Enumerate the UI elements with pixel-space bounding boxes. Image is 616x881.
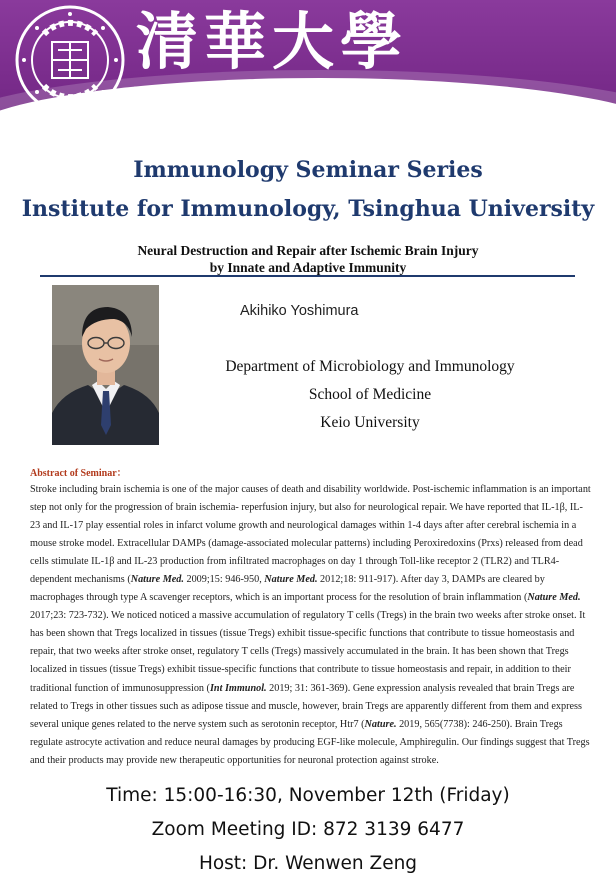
title-divider [40,275,575,277]
affiliation-university: Keio University [320,414,420,431]
header-banner [0,0,616,130]
affiliation-department: Department of Microbiology and Immunology [225,358,515,375]
abstract-text-4: 2017;23: 723-732). We noticed noticed a massive accumulation of regulatory T cells (Tregs) in the brain two weeks after stroke onset. It has been shown that Tregs localized in tissues (tissue Tregs) exhibit tissue-specific functions that contribute to tissue homeostasis and repair, that two weeks after stroke onset, regulatory T cells (Tregs) massively accumulated in the brain. It has been shown that Tregs localized in tissues (tissue Tregs) exhibit tissue-specific functions that contribute to tissue homeostasis and repair, in addition to their traditional function of immunosuppression ( [30,610,586,694]
affiliation-school: School of Medicine [308,386,432,403]
citation-nature-2019: Nature. [364,718,397,730]
event-host: Host: Dr. Wenwen Zeng [198,853,418,874]
speaker-portrait-icon [52,285,159,445]
talk-title [40,242,576,276]
event-time: Time: 15:00-16:30, November 12th (Friday) [106,785,510,806]
abstract-text-2: 2009;15: 946-950, [183,574,265,586]
seminar-series-title: Immunology Seminar Series [133,157,483,183]
english-university-name: Tsinghua University [134,82,347,109]
citation-nature-med-2009: Nature Med. [130,574,184,586]
chinese-university-name: 清華大學 [136,5,409,78]
citation-nature-med-2017: Nature Med. [527,592,581,604]
abstract-text-6: 2019, 565(7738): 246-250). Brain Tregs regulate astrocyte activation and reduce neural damages by producing EGF-like molecule, Amphiregulin. Our findings suggest that Tregs and their products may provide new therapeutic opportunities for neuronal protection against stroke. [30,718,590,766]
abstract-text-5: 2019; 31: 361-369). Gene expression analysis revealed that brain Tregs are related to Tregs in other tissues such as adipose tissue and muscle, however, brain Tregs are apparently different from them and express several unique genes related to the nerve system such as serotonin receptor, Htr7 ( [30,682,582,730]
citation-int-immunol-2019: Int Immunol. [209,682,267,694]
talk-title-line-2: by Innate and Adaptive Immunity [209,260,407,275]
abstract-heading: Abstract of Seminar： [30,468,127,479]
citation-nature-med-2012: Nature Med. [264,574,318,586]
tsinghua-seal-logo [14,4,126,116]
institute-title: Institute for Immunology, Tsinghua University [21,196,595,222]
talk-title-line-1: Neural Destruction and Repair after Ischemic Brain Injury [137,243,479,258]
abstract-text-3: 2012;18: 911-917). After day 3, DAMPs are cleared by macrophages through type A scavenger receptors, which is an important process for the resolution of brain inflammation ( [30,574,545,604]
zoom-meeting-id: Zoom Meeting ID: 872 3139 6477 [151,819,465,840]
abstract-text-1: Stroke including brain ischemia is one of the major causes of death and disability worldwide. Post-ischemic inflammation is an important step not only for the progression of brain ischemia- reperfusion injury, but also for neurological repair. We have reported that IL-1β, IL-23 and IL-17 play essential roles in infarct volume growth and neurological damages within 1-4 days after after cerebral ischemia in a mouse stroke model. Extracellular DAMPs (damage-associated molecular patterns) including Peroxiredoxins (Prxs) released from dead cells stimulate IL-1β and IL-23 production from infiltrated macrophages on day 1 through Toll-like receptor 2 (TLR2) and TLR4-dependent mechanisms ( [30,484,591,586]
speaker-photo [52,285,159,445]
abstract-body [30,481,592,770]
speaker-name: Akihiko Yoshimura [240,303,359,319]
